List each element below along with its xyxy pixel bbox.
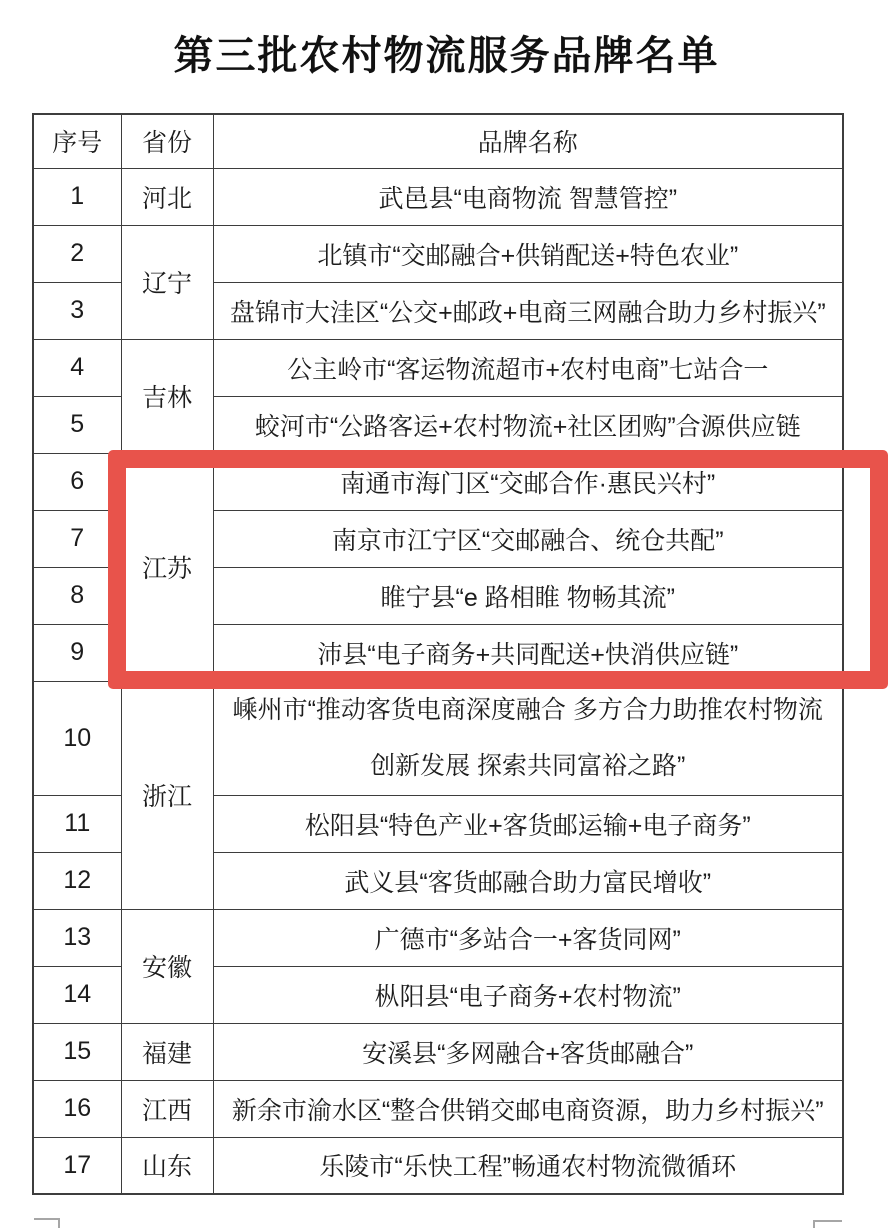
table-row xyxy=(33,1023,843,1080)
row-number-cell: 16 xyxy=(33,1080,121,1137)
page-corner-mark-bottom-right xyxy=(813,1220,842,1228)
row-number-cell: 3 xyxy=(33,282,121,339)
row-number-cell: 8 xyxy=(33,567,121,624)
table-row xyxy=(33,453,843,510)
table-row xyxy=(33,1137,843,1194)
brand-name-cell: 睢宁县“e 路相睢 物畅其流” xyxy=(213,567,843,624)
brand-name-cell: 北镇市“交邮融合+供销配送+特色农业” xyxy=(213,225,843,282)
row-number-cell: 12 xyxy=(33,852,121,909)
brand-name-cell: 松阳县“特色产业+客货邮运输+电子商务” xyxy=(213,795,843,852)
province-cell: 浙江 xyxy=(121,681,213,909)
province-cell: 福建 xyxy=(121,1023,213,1080)
row-number-cell: 15 xyxy=(33,1023,121,1080)
province-cell: 江西 xyxy=(121,1080,213,1137)
brand-name-cell: 武邑县“电商物流 智慧管控” xyxy=(213,168,843,225)
row-number-cell: 13 xyxy=(33,909,121,966)
row-number-cell: 14 xyxy=(33,966,121,1023)
table-row xyxy=(33,1080,843,1137)
page-title: 第三批农村物流服务品牌名单 xyxy=(173,34,720,78)
header-province: 省份 xyxy=(121,114,213,168)
table-header-row xyxy=(33,114,843,168)
province-cell: 山东 xyxy=(121,1137,213,1194)
table-row xyxy=(33,168,843,225)
page-corner-mark-bottom-left xyxy=(34,1218,60,1228)
brand-name-cell: 乐陵市“乐快工程”畅通农村物流微循环 xyxy=(213,1137,843,1194)
row-number-cell: 1 xyxy=(33,168,121,225)
brand-name-cell: 广德市“多站合一+客货同网” xyxy=(213,909,843,966)
table-row xyxy=(33,339,843,396)
header-brand-name: 品牌名称 xyxy=(213,114,843,168)
row-number-cell: 4 xyxy=(33,339,121,396)
province-cell: 安徽 xyxy=(121,909,213,1023)
row-number-cell: 2 xyxy=(33,225,121,282)
brand-name-cell: 南通市海门区“交邮合作·惠民兴村” xyxy=(213,453,843,510)
province-cell: 辽宁 xyxy=(121,225,213,339)
brand-name-cell: 盘锦市大洼区“公交+邮政+电商三网融合助力乡村振兴” xyxy=(213,282,843,339)
brand-name-cell: 嵊州市“推动客货电商深度融合 多方合力助推农村物流创新发展 探索共同富裕之路” xyxy=(213,681,843,795)
province-cell: 河北 xyxy=(121,168,213,225)
row-number-cell: 5 xyxy=(33,396,121,453)
brand-name-cell: 武义县“客货邮融合助力富民增收” xyxy=(213,852,843,909)
brand-name-cell: 公主岭市“客运物流超市+农村电商”七站合一 xyxy=(213,339,843,396)
province-cell: 江苏 xyxy=(121,453,213,681)
row-number-cell: 9 xyxy=(33,624,121,681)
row-number-cell: 17 xyxy=(33,1137,121,1194)
brand-name-cell: 安溪县“多网融合+客货邮融合” xyxy=(213,1023,843,1080)
brand-name-cell: 沛县“电子商务+共同配送+快消供应链” xyxy=(213,624,843,681)
row-number-cell: 6 xyxy=(33,453,121,510)
header-number: 序号 xyxy=(33,114,121,168)
table-row xyxy=(33,909,843,966)
table-row xyxy=(33,225,843,282)
brand-name-cell: 南京市江宁区“交邮融合、统仓共配” xyxy=(213,510,843,567)
brand-name-cell: 新余市渝水区“整合供销交邮电商资源，助力乡村振兴” xyxy=(213,1080,843,1137)
province-cell: 吉林 xyxy=(121,339,213,453)
row-number-cell: 7 xyxy=(33,510,121,567)
brand-name-cell: 枞阳县“电子商务+农村物流” xyxy=(213,966,843,1023)
brand-name-cell: 蛟河市“公路客运+农村物流+社区团购”合源供应链 xyxy=(213,396,843,453)
table-row xyxy=(33,681,843,795)
brand-table xyxy=(32,113,844,1195)
row-number-cell: 10 xyxy=(33,681,121,795)
row-number-cell: 11 xyxy=(33,795,121,852)
